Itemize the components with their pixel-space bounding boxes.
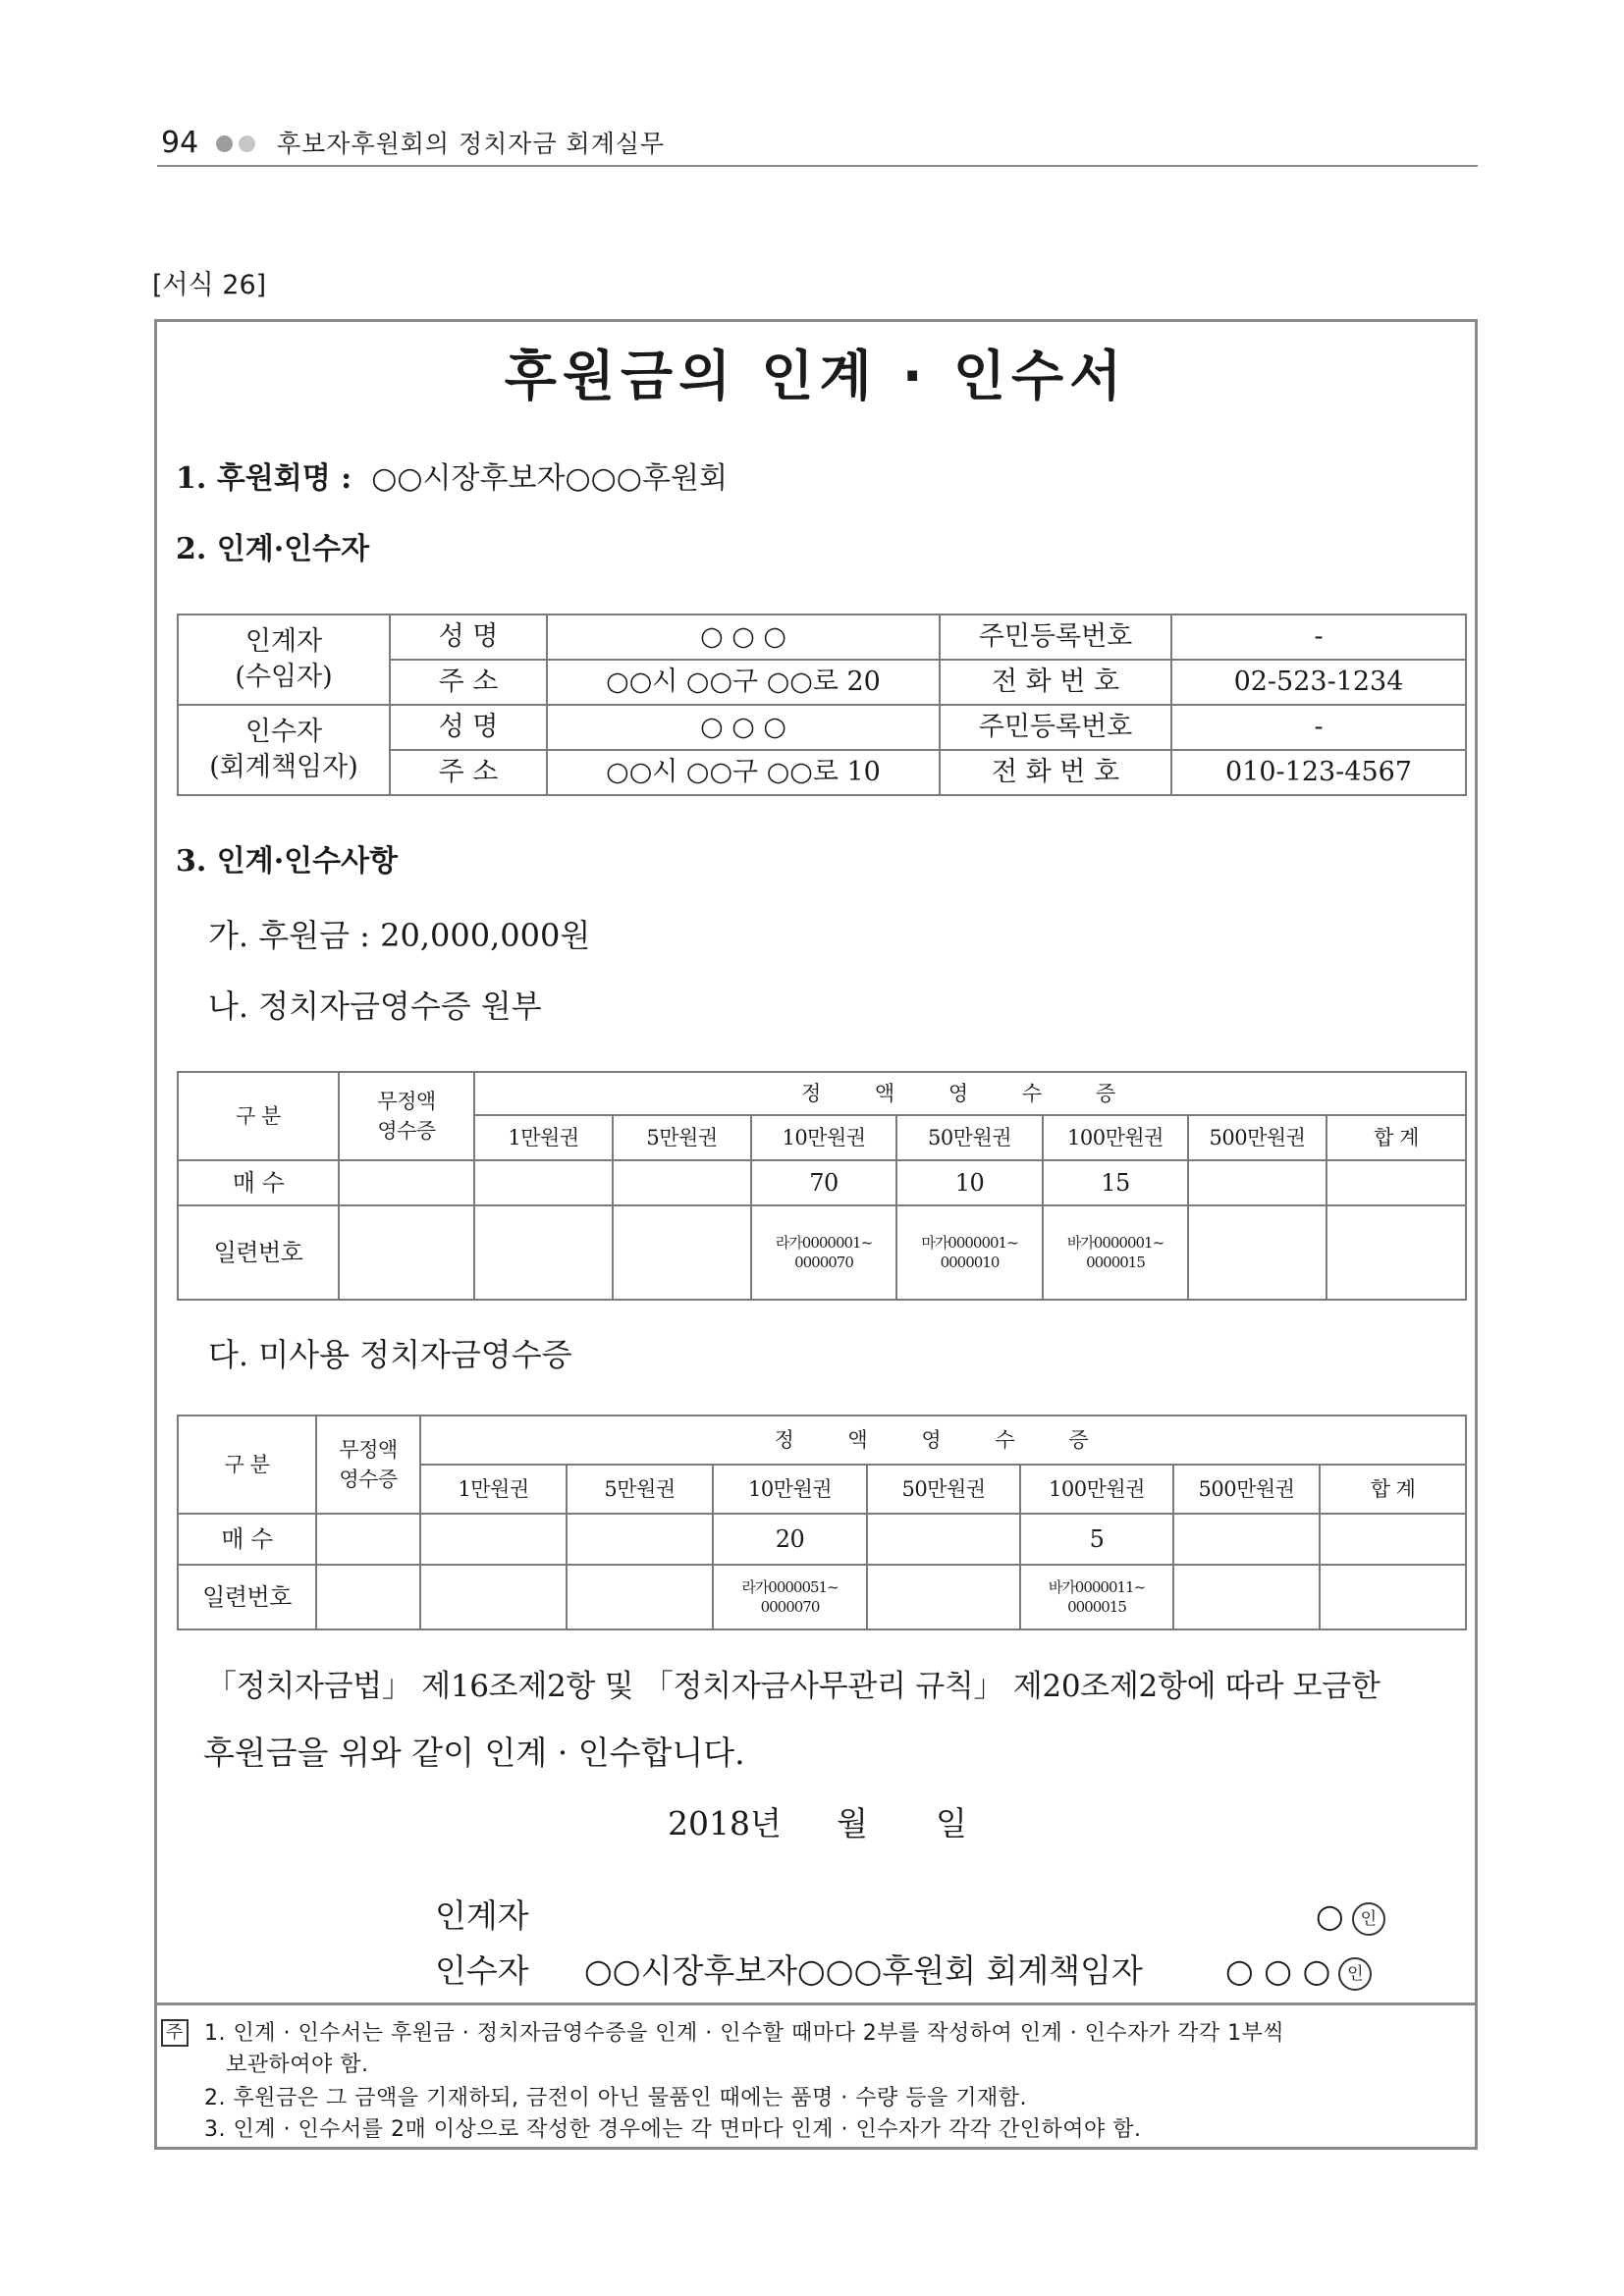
page-number: 94 bbox=[161, 126, 199, 160]
address-header: 주 소 bbox=[390, 660, 547, 705]
used-count-total bbox=[1326, 1160, 1466, 1205]
count-label: 매 수 bbox=[178, 1514, 316, 1565]
handover-role-sub: (수임자) bbox=[235, 662, 333, 692]
unused-count-total bbox=[1320, 1514, 1466, 1565]
section-1-label: 1. 후원회명 : bbox=[176, 461, 352, 496]
denom-header: 10만원권 bbox=[713, 1465, 867, 1514]
handover-name: ○ ○ ○ bbox=[547, 614, 940, 660]
table-row bbox=[178, 1160, 1466, 1205]
unused-serial bbox=[867, 1565, 1020, 1629]
takeover-sign bbox=[1225, 1951, 1372, 1991]
phone-header: 전 화 번 호 bbox=[940, 660, 1171, 705]
used-count-no-amount bbox=[339, 1160, 474, 1205]
section-2-label: 2. 인계·인수자 bbox=[176, 532, 370, 566]
note-marker-icon: 주 bbox=[161, 2019, 189, 2047]
used-count bbox=[1188, 1160, 1326, 1205]
handover-sign bbox=[1316, 1896, 1385, 1936]
no-amount-line1: 무정액 bbox=[339, 1438, 398, 1462]
no-amount-line2: 영수증 bbox=[377, 1119, 436, 1143]
unused-receipts-title: 다. 미사용 정치자금영수증 bbox=[208, 1336, 572, 1373]
note-marker bbox=[161, 2019, 189, 2049]
unused-serial: 바가0000011~ 0000015 bbox=[1020, 1565, 1173, 1629]
takeover-resident-no: - bbox=[1171, 705, 1466, 750]
date-month: 월 bbox=[837, 1804, 868, 1842]
resident-no-header: 주민등록번호 bbox=[940, 614, 1171, 660]
note-3: 3. 인계 · 인수서를 2매 이상으로 작성한 경우에는 각 면마다 인계 · 인수자가 각각 간인하여야 함. bbox=[204, 2117, 1142, 2142]
denom-header: 1만원권 bbox=[474, 1115, 613, 1160]
table-row bbox=[178, 1205, 1466, 1300]
denom-header: 100만원권 bbox=[1043, 1115, 1188, 1160]
unused-count: 5 bbox=[1020, 1514, 1173, 1565]
seal-mark: 인 bbox=[1352, 1902, 1385, 1936]
used-serial: 라가0000001~ 0000070 bbox=[751, 1205, 896, 1300]
date-year: 2018년 bbox=[668, 1804, 782, 1842]
unused-count-no-amount bbox=[316, 1514, 420, 1565]
note-1: 1. 인계 · 인수서는 후원금 · 정치자금영수증을 인계 · 인수할 때마다 2부를 작성하여 인계 · 인수자가 각각 1부씩 bbox=[204, 2021, 1285, 2046]
category-header: 구 분 bbox=[178, 1072, 339, 1160]
handover-address: ○○시 ○○구 ○○로 20 bbox=[547, 660, 940, 705]
handover-sign-label: 인계자 bbox=[435, 1896, 529, 1935]
date-day: 일 bbox=[936, 1804, 967, 1842]
denom-header: 100만원권 bbox=[1020, 1465, 1173, 1514]
name-header: 성 명 bbox=[390, 614, 547, 660]
handover-resident-no: - bbox=[1171, 614, 1466, 660]
form-label: [서식 26] bbox=[152, 270, 267, 300]
denom-header: 500만원권 bbox=[1173, 1465, 1320, 1514]
no-amount-header bbox=[316, 1415, 420, 1514]
used-count: 15 bbox=[1043, 1160, 1188, 1205]
form-frame bbox=[154, 319, 1478, 2150]
parties-table bbox=[177, 614, 1467, 796]
handover-sign-name: ○ bbox=[1316, 1896, 1344, 1935]
serial-label: 일련번호 bbox=[178, 1205, 339, 1300]
used-serial bbox=[1188, 1205, 1326, 1300]
table-row bbox=[178, 1514, 1466, 1565]
unused-serial bbox=[316, 1565, 420, 1629]
fixed-amount-header: 정 액 영 수 증 bbox=[420, 1415, 1466, 1465]
used-serial bbox=[339, 1205, 474, 1300]
unused-count: 20 bbox=[713, 1514, 867, 1565]
serial-label: 일련번호 bbox=[178, 1565, 316, 1629]
header-dots-icon bbox=[216, 135, 261, 156]
name-header: 성 명 bbox=[390, 705, 547, 750]
denom-header: 10만원권 bbox=[751, 1115, 896, 1160]
category-header: 구 분 bbox=[178, 1415, 316, 1514]
section-1 bbox=[176, 459, 728, 499]
statement-line-1: 「정치자금법」 제16조제2항 및 「정치자금사무관리 규칙」 제20조제2항에 따라 모금한 bbox=[206, 1669, 1380, 1704]
no-amount-header bbox=[339, 1072, 474, 1160]
takeover-role-cell bbox=[178, 705, 390, 795]
no-amount-line2: 영수증 bbox=[339, 1468, 398, 1491]
page-header bbox=[157, 126, 1478, 167]
table-row bbox=[178, 1415, 1466, 1465]
unused-count bbox=[420, 1514, 567, 1565]
takeover-address: ○○시 ○○구 ○○로 10 bbox=[547, 750, 940, 795]
handover-role-cell bbox=[178, 614, 390, 705]
used-serial bbox=[613, 1205, 751, 1300]
used-serial: 마가0000001~ 0000010 bbox=[896, 1205, 1043, 1300]
takeover-phone: 010-123-4567 bbox=[1171, 750, 1466, 795]
takeover-name: ○ ○ ○ bbox=[547, 705, 940, 750]
denom-header: 1만원권 bbox=[420, 1465, 567, 1514]
donation-amount: 가. 후원금 : 20,000,000원 bbox=[208, 917, 591, 954]
used-count bbox=[474, 1160, 613, 1205]
takeover-sign-name: ○ ○ ○ bbox=[1225, 1951, 1331, 1990]
note-1-cont: 보관하여야 함. bbox=[226, 2053, 369, 2077]
denom-header: 50만원권 bbox=[896, 1115, 1043, 1160]
unused-serial bbox=[1320, 1565, 1466, 1629]
unused-serial bbox=[1173, 1565, 1320, 1629]
used-serial bbox=[1326, 1205, 1466, 1300]
denom-header: 50만원권 bbox=[867, 1465, 1020, 1514]
resident-no-header: 주민등록번호 bbox=[940, 705, 1171, 750]
used-receipts-title: 나. 정치자금영수증 원부 bbox=[208, 988, 542, 1025]
denom-header: 500만원권 bbox=[1188, 1115, 1326, 1160]
unused-count bbox=[1173, 1514, 1320, 1565]
handover-role: 인계자 bbox=[244, 626, 323, 657]
count-label: 매 수 bbox=[178, 1160, 339, 1205]
denom-header: 5만원권 bbox=[613, 1115, 751, 1160]
unused-serial: 라가0000051~ 0000070 bbox=[713, 1565, 867, 1629]
takeover-role: 인수자 bbox=[244, 717, 323, 747]
denom-header: 합 계 bbox=[1320, 1465, 1466, 1514]
unused-count bbox=[867, 1514, 1020, 1565]
fixed-amount-header: 정 액 영 수 증 bbox=[474, 1072, 1466, 1115]
table-row bbox=[178, 614, 1466, 660]
denom-header: 5만원권 bbox=[567, 1465, 713, 1514]
handover-phone: 02-523-1234 bbox=[1171, 660, 1466, 705]
table-row bbox=[178, 1072, 1466, 1115]
unused-receipts-table bbox=[177, 1415, 1467, 1630]
notes-section bbox=[157, 2002, 1475, 2142]
denom-header: 합 계 bbox=[1326, 1115, 1466, 1160]
unused-count bbox=[567, 1514, 713, 1565]
unused-serial bbox=[567, 1565, 713, 1629]
unused-serial bbox=[420, 1565, 567, 1629]
table-row bbox=[178, 705, 1466, 750]
book-title: 후보자후원회의 정치자금 회계실무 bbox=[277, 130, 666, 158]
supporter-group-name: ○○시장후보자○○○후원회 bbox=[371, 461, 728, 496]
section-3-label: 3. 인계·인수사항 bbox=[176, 844, 399, 879]
takeover-sign-label: 인수자 bbox=[435, 1951, 529, 1990]
takeover-sign-org: ○○시장후보자○○○후원회 회계책임자 bbox=[584, 1951, 1143, 1990]
table-row bbox=[178, 1565, 1466, 1629]
form-title: 후원금의 인계 · 인수서 bbox=[504, 345, 1128, 407]
used-receipts-table bbox=[177, 1071, 1467, 1301]
used-count: 10 bbox=[896, 1160, 1043, 1205]
phone-header: 전 화 번 호 bbox=[940, 750, 1171, 795]
used-count: 70 bbox=[751, 1160, 896, 1205]
used-serial bbox=[474, 1205, 613, 1300]
note-2: 2. 후원금은 그 금액을 기재하되, 금전이 아닌 물품인 때에는 품명 · 수량 등을 기재함. bbox=[204, 2086, 1027, 2110]
used-serial: 바가0000001~ 0000015 bbox=[1043, 1205, 1188, 1300]
takeover-role-sub: (회계책임자) bbox=[209, 752, 358, 782]
address-header: 주 소 bbox=[390, 750, 547, 795]
used-count bbox=[613, 1160, 751, 1205]
no-amount-line1: 무정액 bbox=[377, 1090, 436, 1113]
seal-mark: 인 bbox=[1338, 1957, 1372, 1991]
statement-line-2: 후원금을 위와 같이 인계 · 인수합니다. bbox=[203, 1734, 745, 1772]
